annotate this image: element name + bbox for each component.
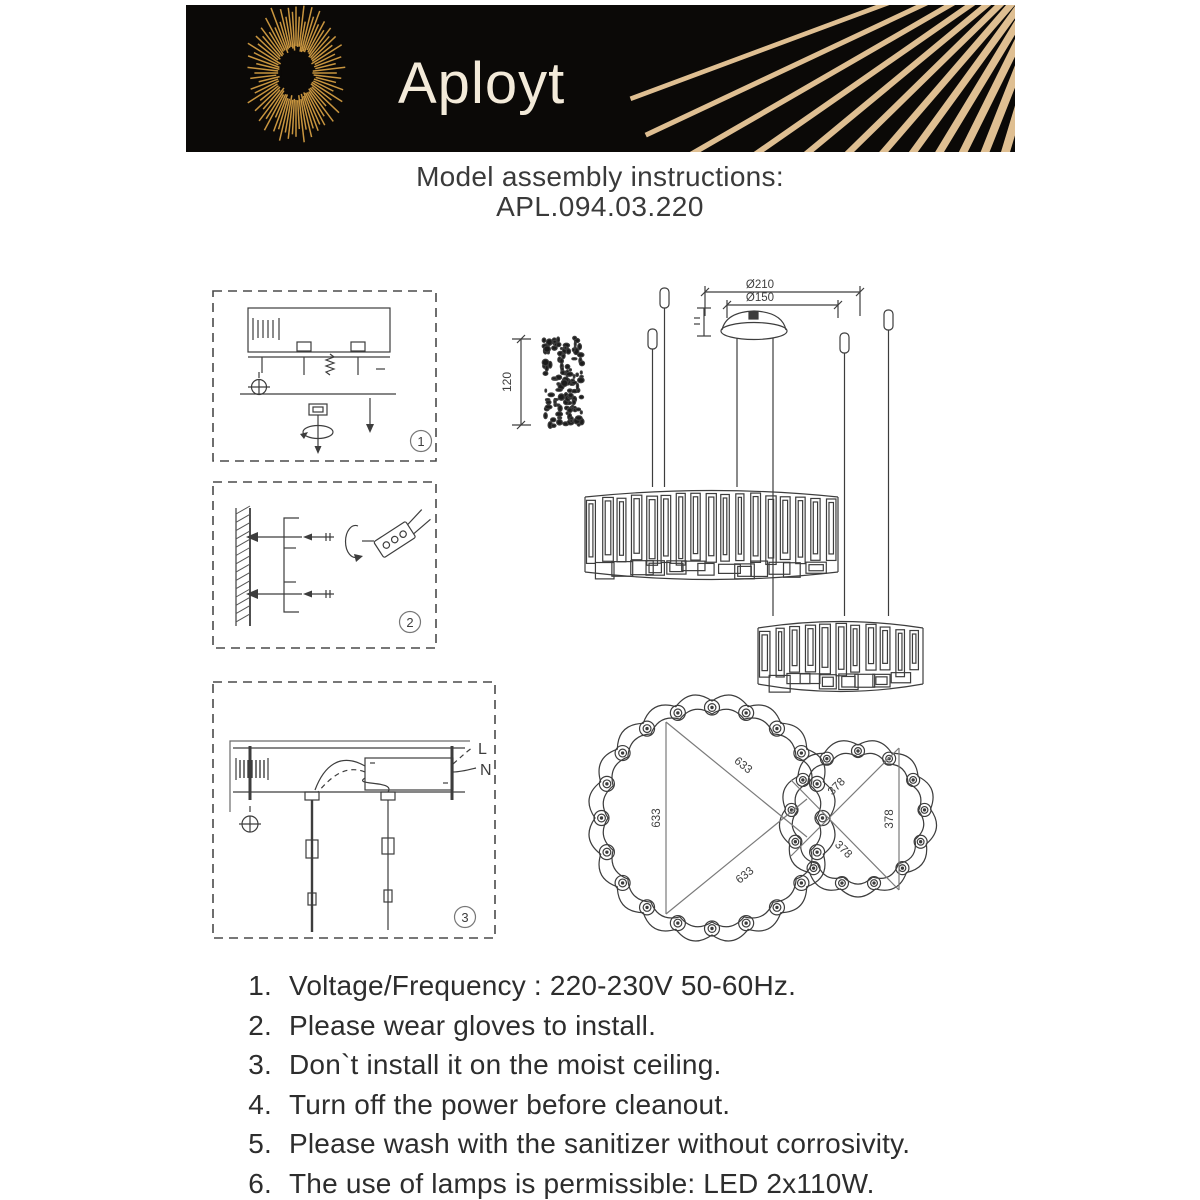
instruction-item — [238, 1164, 1018, 1200]
instruction-number: 1. — [248, 970, 272, 1001]
screw-icon — [239, 806, 261, 832]
instruction-list — [238, 966, 1018, 1200]
small-crystal-ring-side-view — [758, 622, 923, 693]
instruction-text: Turn off the power before cleanout. — [289, 1088, 731, 1120]
rotate-bolt-icon — [300, 404, 333, 454]
rotate-arrow-icon — [346, 526, 374, 563]
crystal-band-detail — [500, 335, 585, 429]
small-ring-dimension-vertical: 378 — [884, 809, 896, 829]
assembly-step3-box — [213, 682, 495, 938]
wire-live-label: L — [478, 741, 487, 758]
instruction-number: 4. — [248, 1088, 272, 1120]
assembly-step2-box — [213, 482, 436, 648]
instruction-text: Please wear gloves to install. — [289, 1009, 657, 1041]
instruction-item — [238, 1085, 1018, 1125]
terminal-coil — [236, 758, 268, 780]
large-ring-dimension-diag2: 633 — [733, 864, 757, 887]
instruction-text: The use of lamps is permissible: LED 2x110W. — [289, 1167, 875, 1199]
large-ring-dimension-diag1: 633 — [731, 754, 755, 777]
drum-height-dimension: 120 — [500, 371, 514, 393]
canopy-inner-dimension: Ø150 — [745, 292, 775, 304]
suspension-cables — [648, 288, 893, 616]
wire-connector — [373, 508, 434, 557]
step3-number: 3 — [461, 910, 469, 925]
wire-neutral-label: N — [480, 762, 492, 779]
instruction-number: 5. — [248, 1128, 272, 1159]
large-ring-dimension-vertical: 633 — [651, 808, 663, 828]
small-ring-dimension-diag2: 378 — [832, 838, 855, 861]
instruction-text: Please wash with the sanitizer without corrosivity. — [289, 1128, 911, 1159]
large-ring-top-view — [589, 695, 835, 941]
canopy-outer-dimension: Ø210 — [745, 279, 775, 291]
brand-name: Aployt — [398, 51, 566, 116]
instruction-item — [238, 1006, 1018, 1046]
instruction-number: 2. — [248, 1009, 272, 1041]
instruction-text: Don`t install it on the moist ceiling. — [289, 1049, 722, 1080]
instruction-item — [238, 966, 1018, 1006]
small-ring-top-view — [779, 741, 936, 897]
step1-number: 1 — [417, 434, 425, 449]
instruction-text: Voltage/Frequency : 220-230V 50-60Hz. — [289, 970, 797, 1001]
instruction-number: 6. — [248, 1167, 272, 1199]
page-title: Model assembly instructions: — [416, 161, 784, 192]
instruction-item — [238, 1045, 1018, 1085]
instruction-number: 3. — [248, 1049, 272, 1080]
step2-number: 2 — [406, 615, 414, 630]
screw-icon — [248, 372, 270, 395]
crystal-texture — [542, 336, 584, 428]
large-crystal-ring-side-view — [585, 491, 838, 580]
instruction-item — [238, 1124, 1018, 1164]
wall-section — [236, 506, 250, 626]
small-ring-dimension-diag1: 378 — [825, 775, 848, 798]
model-number: APL.094.03.220 — [496, 191, 704, 222]
assembly-step1-box — [213, 291, 436, 461]
